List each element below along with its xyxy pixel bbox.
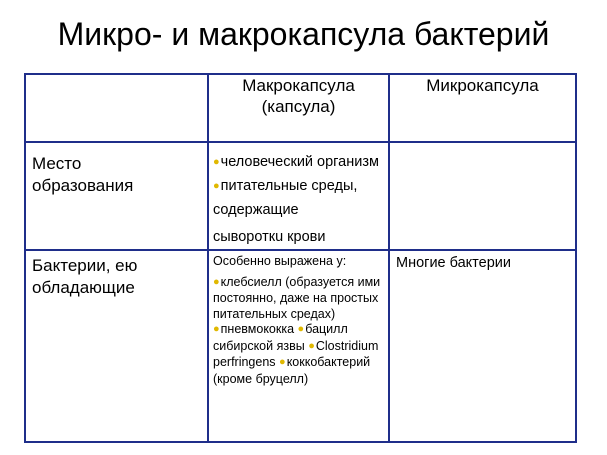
row-label-line1: Бактерии, ею bbox=[32, 256, 138, 275]
micro-bacteria-cell: Многие бактерии bbox=[389, 250, 576, 442]
bullet-icon: ● bbox=[297, 323, 305, 335]
header-macro-line2: (капсула) bbox=[261, 97, 336, 116]
list-item: ●бацилл сибирской язвы bbox=[213, 322, 348, 353]
list-item: ●коккобактерий (кроме bbox=[213, 355, 371, 386]
bullet-icon: ● bbox=[279, 356, 286, 368]
table-row bbox=[25, 250, 576, 442]
list-item: ●Clostridium perfringens bbox=[213, 338, 379, 369]
bullet-icon: ● bbox=[308, 339, 315, 352]
row-label-line1: Место bbox=[32, 154, 82, 173]
micro-location-cell bbox=[389, 142, 576, 250]
row-label-bacteria bbox=[25, 250, 208, 442]
header-blank-cell bbox=[25, 74, 208, 142]
bullet-icon: ● bbox=[213, 180, 220, 192]
header-macro-line1: Макрокапсула bbox=[242, 76, 355, 95]
header-microcapsule: Микрокапсула bbox=[389, 74, 576, 142]
slide-title: Микро- и макрокапсула бактерий bbox=[57, 16, 550, 52]
list-item: ●клебсиелл (образуется bbox=[213, 274, 355, 289]
list-item-continuation: бруцелл) bbox=[255, 371, 309, 386]
bullet-icon: ● bbox=[213, 275, 220, 288]
table-row bbox=[25, 142, 576, 250]
row-label-location bbox=[25, 142, 208, 250]
list-item-continuation: средах) bbox=[290, 306, 336, 321]
bullet-icon: ● bbox=[213, 323, 220, 335]
list-item: ●пневмококка bbox=[213, 322, 295, 336]
list-item-continuation: простых питательных bbox=[213, 291, 379, 321]
header-macrocapsule bbox=[208, 74, 389, 142]
bullet-icon: ● bbox=[213, 156, 220, 168]
macro-intro: Особенно выражена у: bbox=[213, 254, 347, 268]
list-item-continuation: ими постоянно, даже на bbox=[213, 274, 381, 305]
comparison-table bbox=[24, 73, 577, 443]
list-item-continuation: сывороткu крови bbox=[213, 229, 326, 245]
macro-bacteria-cell bbox=[208, 250, 389, 442]
row-label-line2: обладающие bbox=[32, 278, 135, 297]
row-label-line2: образования bbox=[32, 176, 134, 195]
list-item: ●питательные среды, содержащие bbox=[213, 178, 358, 218]
list-item: ●человеческий организм bbox=[213, 154, 379, 170]
macro-location-cell bbox=[208, 142, 389, 250]
table-header-row bbox=[25, 74, 576, 142]
